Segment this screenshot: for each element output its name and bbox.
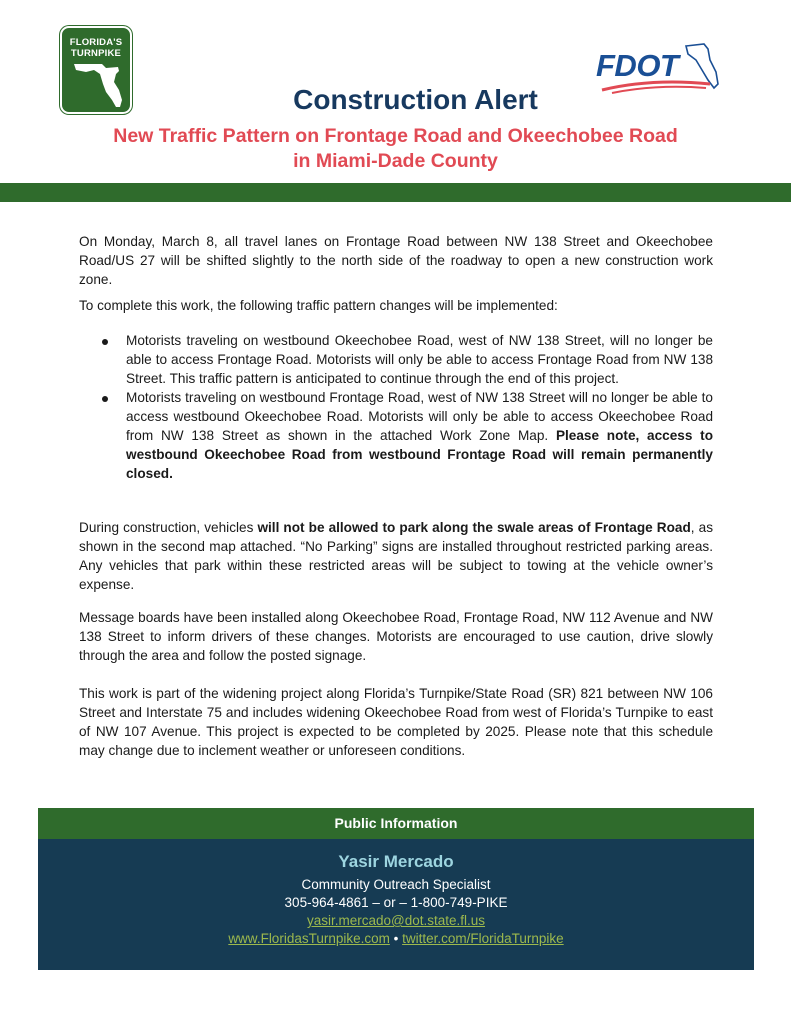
bullet-text: Motorists traveling on westbound Okeechobee Road, west of NW 138 Street, will no longer be able to access Frontage Road. Motorists will only be able to access Frontage Road from NW 138 Street. This traffic pattern is anticipated to continue through the end of this project. [126, 333, 713, 386]
paragraph-changes-intro: To complete this work, the following traffic pattern changes will be implemented: [79, 298, 558, 313]
public-information-heading: Public Information [38, 808, 754, 839]
contact-name: Yasir Mercado [338, 852, 454, 871]
subtitle-line2: in Miami-Dade County [293, 150, 498, 172]
contact-email-link[interactable]: yasir.mercado@dot.state.fl.us [306, 913, 486, 928]
link-separator: • [393, 931, 403, 946]
list-item [79, 388, 713, 483]
logo-text-line2: TURNPIKE [70, 48, 122, 59]
twitter-link[interactable]: twitter.com/FloridaTurnpike [402, 931, 564, 946]
contact-phone: 305-964-4861 – or – 1-800-749-PIKE [284, 895, 508, 910]
paragraph-project-info: This work is part of the widening project along Florida’s Turnpike/State Road (SR) 821 between NW 106 Street and Interstate 75 and includes widening Okeechobee Road from west of Florida’s Turnpike to east of NW 107 Avenue. This project is expected to be completed by 2025. Please note that this schedule may change due to inclement weather or unforeseen conditions. [79, 686, 713, 758]
subtitle-line1: New Traffic Pattern on Frontage Road and Okeechobee Road [113, 125, 678, 147]
fdot-logo-text: FDOT [596, 48, 679, 83]
paragraph-intro: On Monday, March 8, all travel lanes on Frontage Road between NW 138 Street and Okeechobee Road/US 27 will be shifted slightly to the north side of the roadway to open a new construction work zone. [79, 234, 713, 287]
contact-panel [38, 839, 754, 970]
page-title: Construction Alert [293, 84, 538, 115]
contact-links-row [38, 930, 754, 947]
header-divider-bar [0, 183, 791, 202]
parking-text-end: , as shown in the second map attached. “No Parking” signs are installed throughout restricted parking areas. Any vehicles that park within these restricted areas will be subject to towing at the vehicle owner’s expense. [79, 520, 714, 592]
bullet-text: Motorists traveling on westbound Frontage Road, west of NW 138 Street will no longer be able to access westbound Okeechobee Road. Motorists will only be able to access Okeechobee Road from NW 138 Street as shown in the attached Work Zone Map. [126, 390, 713, 443]
bullet-icon [102, 396, 108, 402]
traffic-changes-list [79, 331, 713, 483]
bullet-bold-note: Please note, access to westbound Okeechobee Road from westbound Frontage Road will remain permanently closed. [126, 428, 713, 481]
logo-text-line1: FLORIDA'S [69, 37, 123, 48]
paragraph-message-boards: Message boards have been installed along Okeechobee Road, Frontage Road, NW 112 Avenue and NW 138 Street to inform drivers of these changes. Motorists are encouraged to use caution, drive slowly through the area and follow the posted signage. [79, 610, 713, 663]
website-link[interactable]: www.FloridasTurnpike.com [228, 931, 390, 946]
parking-text-start: During construction, vehicles [79, 520, 258, 535]
list-item [79, 331, 713, 388]
contact-role: Community Outreach Specialist [301, 877, 491, 892]
paragraph-parking [79, 518, 713, 594]
parking-text-bold: will not be allowed to park along the swale areas of Frontage Road [257, 520, 691, 535]
bullet-icon [102, 339, 108, 345]
